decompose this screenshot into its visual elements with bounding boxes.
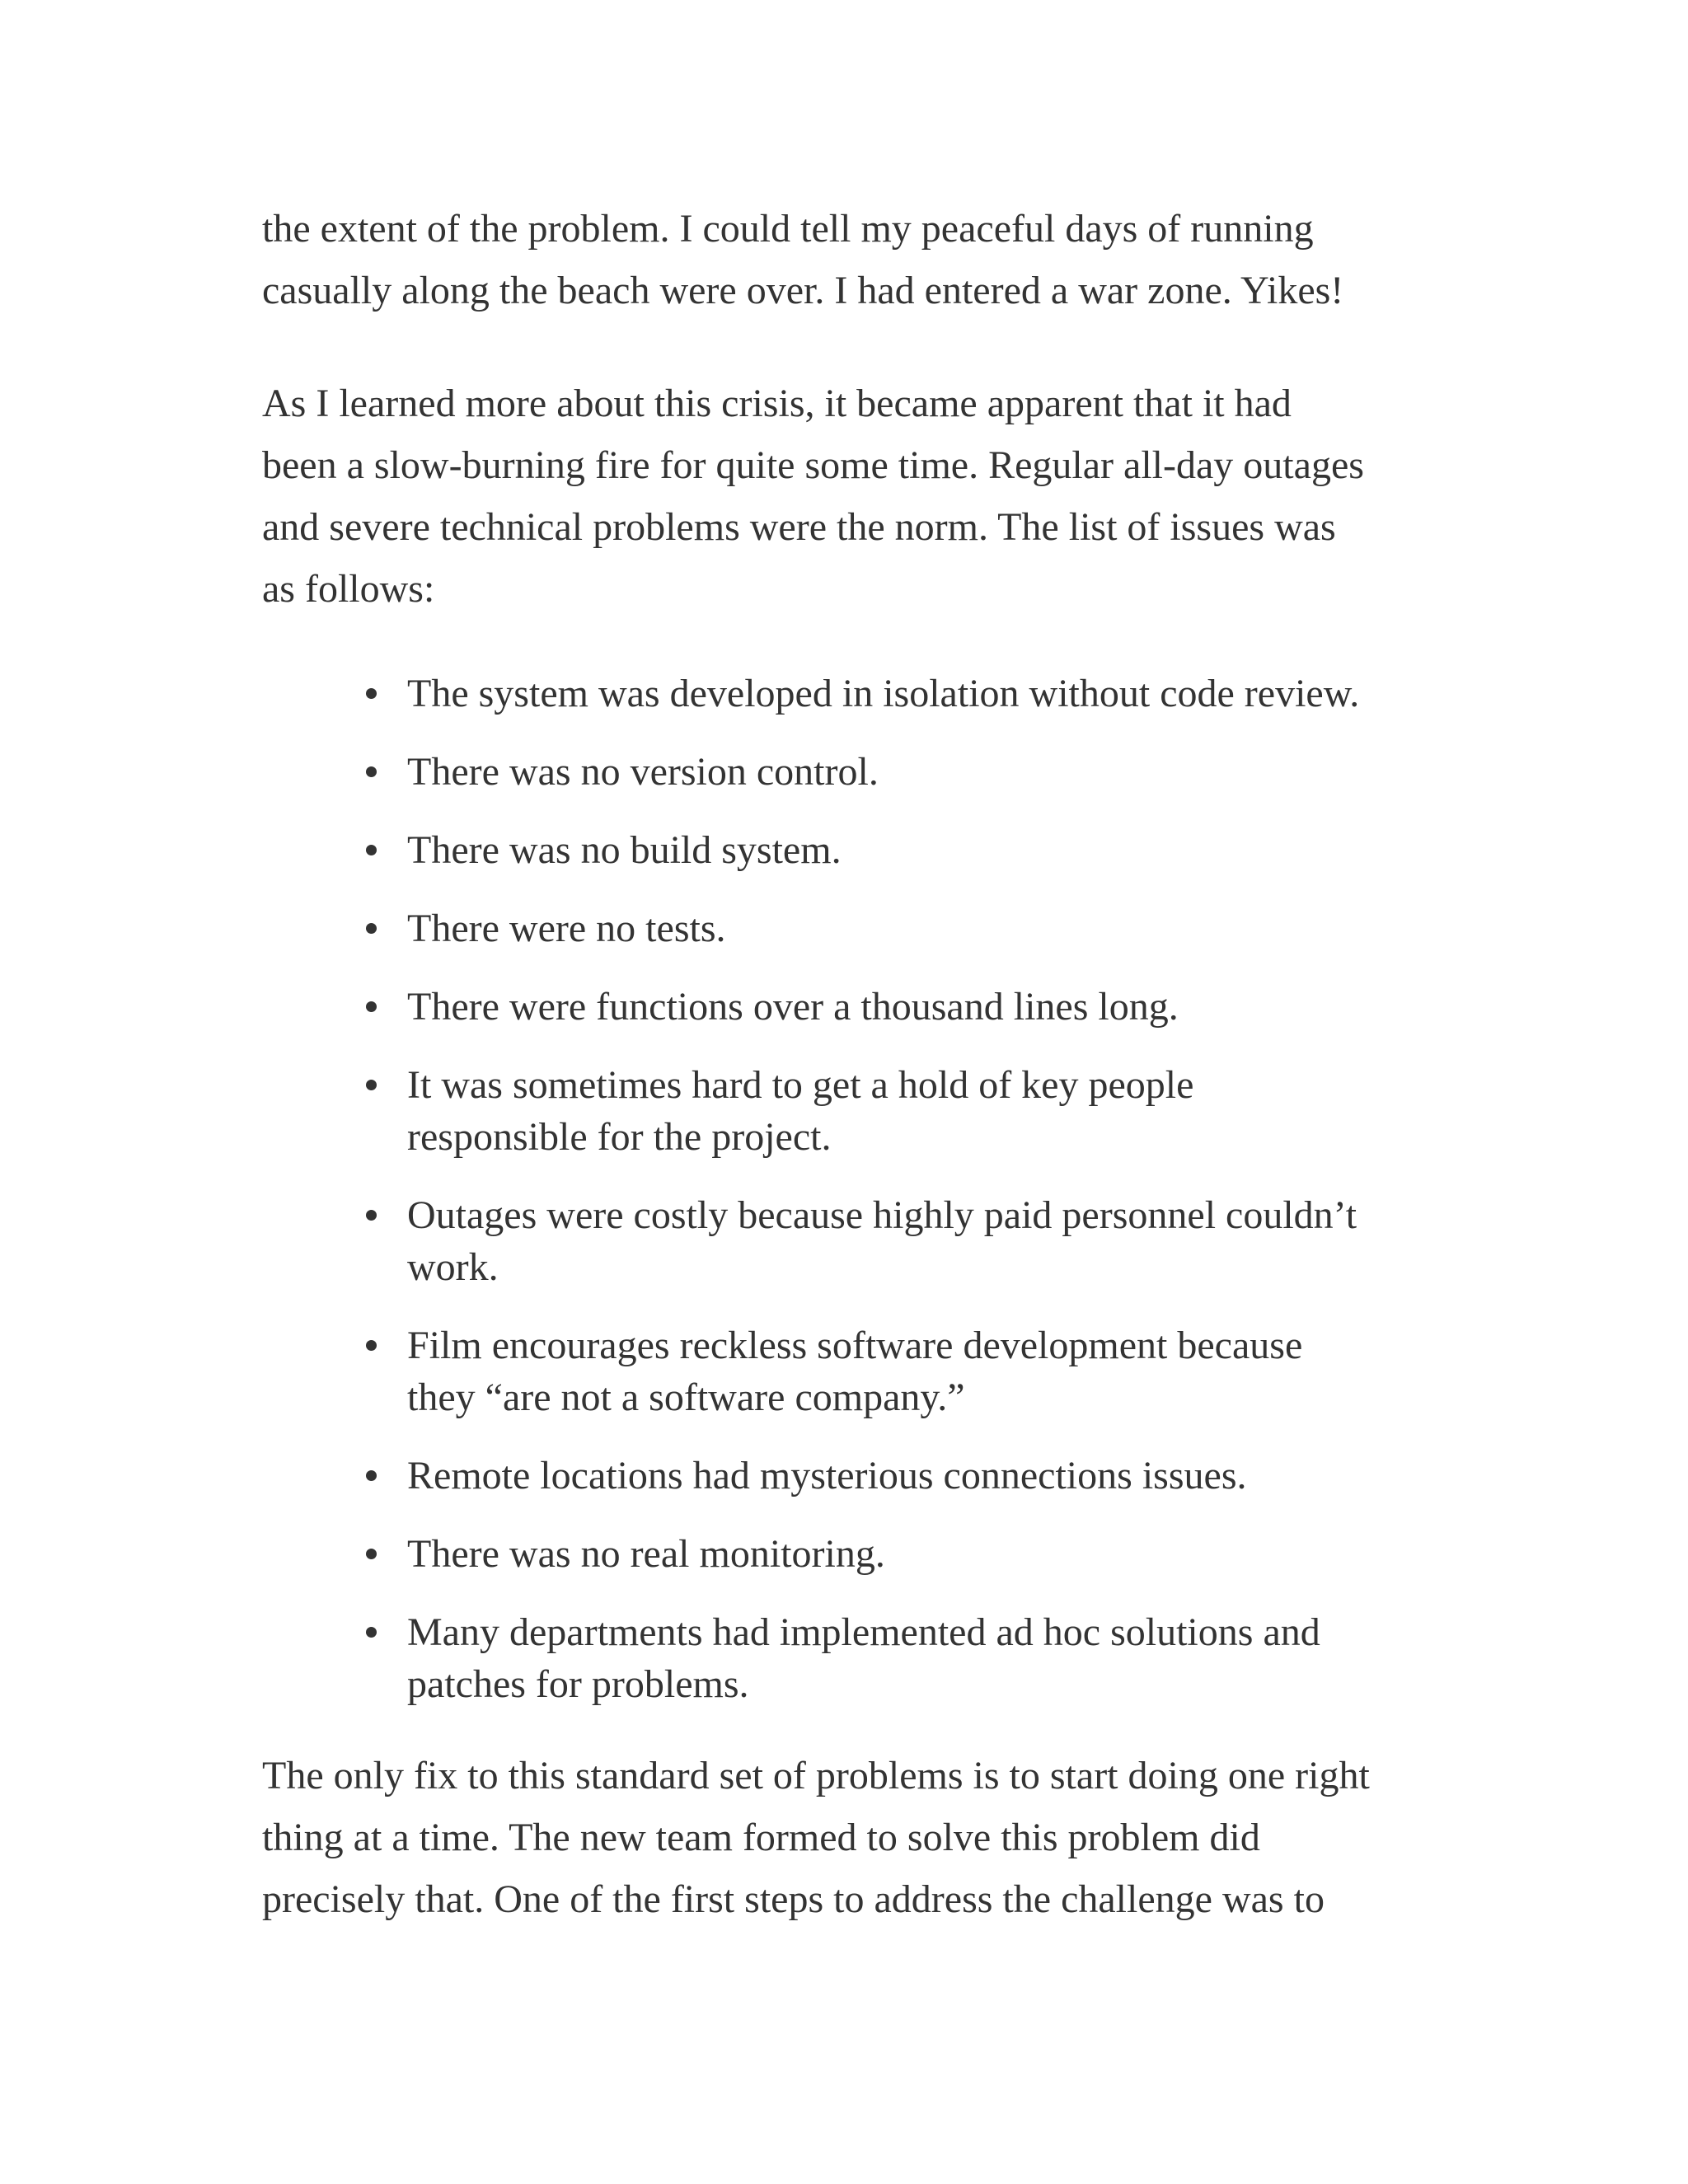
list-item [262,1059,1432,1163]
paragraph-line: been a slow-burning fire for quite some time. Regular all-day outages [262,443,1364,487]
list-item-text: Film encourages reckless software development because [407,1324,1303,1367]
list-item-text: they “are not a software company.” [407,1376,965,1419]
list-item-text: responsible for the project. [407,1115,832,1159]
list-item [262,1450,1432,1502]
list-item [262,1189,1432,1293]
list-item-text: Remote locations had mysterious connections issues. [407,1454,1247,1497]
paragraph-line: As I learned more about this crisis, it became apparent that it had [262,382,1292,425]
bullet-icon [366,1001,377,1012]
list-item-text: It was sometimes hard to get a hold of key people [407,1063,1194,1107]
list-item [262,902,1432,954]
list-item-text: There was no build system. [407,828,842,872]
paragraph-line: The only fix to this standard set of problems is to start doing one right [262,1754,1370,1797]
bullet-icon [366,1080,377,1090]
paragraph-line: as follows: [262,567,435,611]
bullet-icon [366,1627,377,1638]
bullet-icon [366,845,377,855]
paragraph-intro-continued [262,198,1343,321]
list-item [262,1319,1432,1423]
bullet-icon [366,1549,377,1559]
paragraph-line: casually along the beach were over. I had entered a war zone. Yikes! [262,269,1344,312]
bullet-icon [366,923,377,934]
paragraph-line: and severe technical problems were the norm. The list of issues was [262,505,1336,549]
bullet-icon [366,1210,377,1221]
list-item [262,1528,1432,1580]
bullet-icon [366,1470,377,1481]
list-item [262,746,1432,798]
list-item [262,1606,1432,1710]
list-item-text: There was no version control. [407,750,879,794]
list-item [262,668,1432,719]
list-item-text: patches for problems. [407,1662,749,1706]
bullet-icon [366,766,377,777]
list-item-text: work. [407,1245,499,1289]
list-item-text: There were no tests. [407,907,726,950]
list-item-text: The system was developed in isolation without code review. [407,672,1360,715]
paragraph-line: thing at a time. The new team formed to solve this problem did [262,1816,1260,1859]
bullet-icon [366,688,377,699]
paragraph-line: precisely that. One of the first steps to address the challenge was to [262,1877,1325,1921]
list-item-text: Outages were costly because highly paid personnel couldn’t [407,1193,1357,1237]
list-item-text: There was no real monitoring. [407,1532,885,1576]
paragraph-line: the extent of the problem. I could tell my peaceful days of running [262,207,1314,251]
list-item-text: Many departments had implemented ad hoc solutions and [407,1610,1320,1654]
paragraph-crisis [262,373,1364,620]
list-item [262,981,1432,1033]
list-item-text: There were functions over a thousand lines long. [407,985,1179,1029]
list-item [262,824,1432,876]
bullet-icon [366,1340,377,1351]
issues-list [262,668,1432,1736]
paragraph-solution [262,1745,1370,1930]
